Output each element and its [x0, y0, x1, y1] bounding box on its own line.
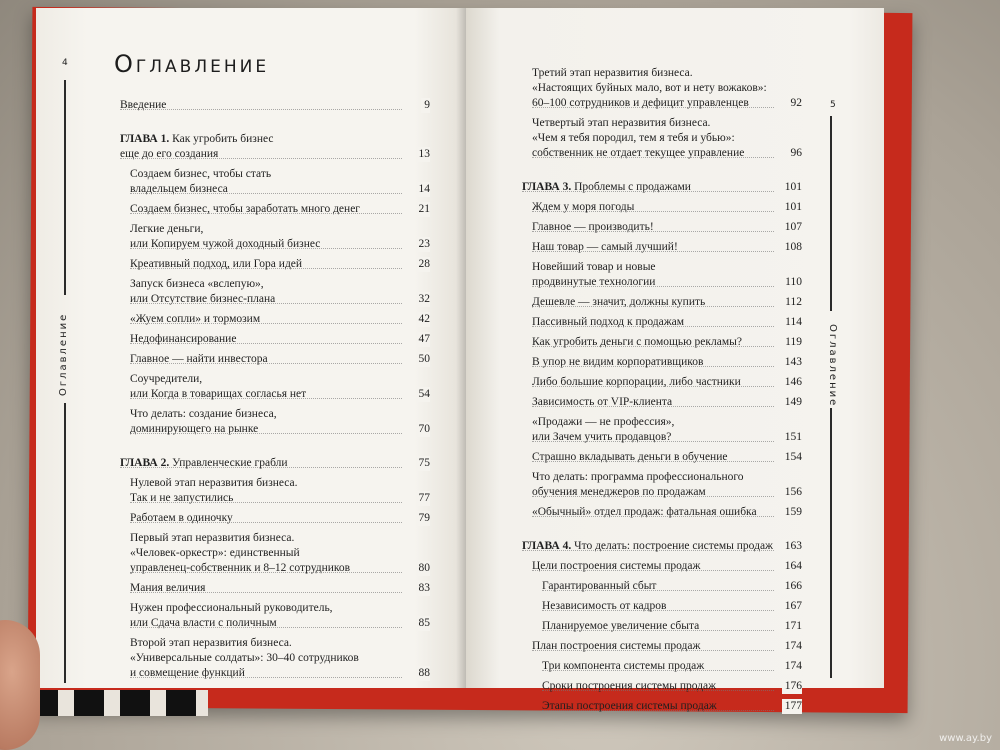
page-ref: 23: [416, 237, 431, 252]
dot-leader: [542, 670, 774, 671]
page-title: Оглавление: [114, 50, 270, 78]
toc-entry: [542, 659, 802, 674]
page-ref: 96: [788, 146, 803, 161]
entry-line: Работаем в одиночку: [130, 512, 233, 524]
entry-line: Недофинансирование: [130, 333, 237, 345]
dot-leader: [522, 191, 774, 192]
page-ref: 54: [416, 387, 431, 402]
entry-line: Пассивный подход к продажам: [532, 316, 685, 328]
toc-entry: [130, 372, 430, 402]
toc-entry: [542, 579, 802, 594]
page-ref: 92: [788, 96, 803, 111]
entry-line: Что делать: программа профессионального: [532, 471, 744, 483]
dot-leader: [542, 590, 774, 591]
dot-leader: [130, 522, 402, 523]
dot-leader: [532, 157, 774, 158]
entry-line: собственник не отдает текущее управление: [532, 147, 745, 159]
page-ref: 164: [782, 559, 802, 574]
entry-line: Создаем бизнес, чтобы стать: [130, 168, 272, 180]
page-ref: 13: [416, 147, 431, 162]
page-ref: 174: [782, 659, 802, 674]
entry-line: обучения менеджеров по продажам: [532, 486, 706, 498]
page-ref: 101: [782, 200, 802, 215]
page-ref: 101: [782, 180, 802, 195]
page-ref: 151: [782, 430, 802, 445]
entry-line: Создаем бизнес, чтобы заработать много денег: [130, 203, 361, 215]
dot-leader: [532, 441, 774, 442]
dot-leader: [532, 107, 774, 108]
toc-entry: [130, 277, 430, 307]
toc-entry: [130, 332, 430, 347]
toc-entry: [542, 619, 802, 634]
dot-leader: [532, 251, 774, 252]
toc-entry: [532, 335, 802, 350]
toc-entry: [130, 257, 430, 272]
entry-line: Сроки построения системы продаж: [542, 680, 717, 692]
dot-leader: [130, 502, 402, 503]
dot-leader: [120, 109, 402, 110]
entry-line: Ждем у моря погоды: [532, 201, 635, 213]
entry-line: Как угробить деньги с помощью рекламы?: [532, 336, 742, 348]
page-ref: 50: [416, 352, 431, 367]
entry-line: «Чем я тебя породил, тем я тебя и убью»:: [532, 132, 735, 144]
toc-entry: [542, 699, 802, 714]
toc-entry: [532, 470, 802, 500]
thumb: [0, 620, 40, 750]
page-ref: 77: [416, 491, 431, 506]
page-ref: 119: [782, 335, 802, 350]
entry-line: Нулевой этап неразвития бизнеса.: [130, 477, 298, 489]
page-ref: 21: [416, 202, 431, 217]
entry-line: Наш товар — самый лучший!: [532, 241, 678, 253]
dot-leader: [130, 363, 402, 364]
dot-leader: [532, 461, 774, 462]
entry-line: или Когда в товарищах согласья нет: [130, 388, 307, 400]
entry-line: продвинутые технологии: [532, 276, 656, 288]
entry-line: или Зачем учить продавцов?: [532, 431, 672, 443]
page-ref: 32: [416, 292, 431, 307]
entry-line: и совмещение функций: [130, 667, 245, 679]
dot-leader: [130, 343, 402, 344]
entry-line: План построения системы продаж: [532, 640, 701, 652]
page-ref: 42: [416, 312, 431, 327]
entry-line: или Копируем чужой доходный бизнес: [130, 238, 321, 250]
toc-entry: [130, 636, 430, 681]
entry-line: Этапы построения системы продаж: [542, 700, 717, 712]
page-ref: 171: [782, 619, 802, 634]
entry-line: Страшно вкладывать деньги в обучение: [532, 451, 728, 463]
page-ref: 114: [782, 315, 802, 330]
entry-line: Первый этап неразвития бизнеса.: [130, 532, 295, 544]
dot-leader: [532, 326, 774, 327]
toc-entry: [532, 355, 802, 370]
dot-leader: [130, 398, 402, 399]
dot-leader: [130, 248, 402, 249]
entry-line: В упор не видим корпоративщиков: [532, 356, 704, 368]
dot-leader: [532, 650, 774, 651]
left-page: [36, 8, 467, 688]
chapter-label: ГЛАВА 3.: [522, 181, 572, 193]
entry-line: ГЛАВА 4. Что делать: построение системы продаж: [522, 540, 773, 552]
entry-line: «Продажи — не профессия»,: [532, 416, 675, 428]
watermark: www.ay.by: [939, 733, 992, 744]
dot-leader: [542, 710, 774, 711]
page-ref: 156: [782, 485, 802, 500]
dot-leader: [120, 467, 402, 468]
entry-line: Главное — производить!: [532, 221, 654, 233]
dot-leader: [532, 231, 774, 232]
toc-entry: [130, 312, 430, 327]
page-ref: 176: [782, 679, 802, 694]
entry-line: владельцем бизнеса: [130, 183, 228, 195]
entry-line: «Настоящих буйных мало, вот и нету вожаков»:: [532, 82, 767, 94]
dot-leader: [522, 550, 774, 551]
page-ref: 110: [782, 275, 802, 290]
toc-entry: [130, 222, 430, 252]
dot-leader: [130, 627, 402, 628]
toc-entry: [532, 315, 802, 330]
entry-line: «Универсальные солдаты»: 30–40 сотрудников: [130, 652, 359, 664]
entry-line: Цели построения системы продаж: [532, 560, 701, 572]
dot-leader: [130, 433, 402, 434]
page-ref: 83: [416, 581, 431, 596]
dot-leader: [130, 193, 402, 194]
toc-entry: [532, 415, 802, 445]
toc-entry: [130, 581, 430, 596]
toc-entry: [532, 505, 802, 520]
entry-line: ГЛАВА 1. Как угробить бизнес: [120, 133, 274, 145]
toc-entry: [130, 601, 430, 631]
side-rule-right-bottom: [830, 408, 832, 678]
entry-line: или Отсутствие бизнес-плана: [130, 293, 276, 305]
page-ref: 143: [782, 355, 802, 370]
page-ref: 14: [416, 182, 431, 197]
toc-entry: [532, 559, 802, 574]
page-ref: 149: [782, 395, 802, 410]
toc-entry: [532, 240, 802, 255]
dot-leader: [532, 366, 774, 367]
dot-leader: [130, 323, 402, 324]
chapter-label: ГЛАВА 2.: [120, 457, 170, 469]
page-ref: 85: [416, 616, 431, 631]
entry-line: Что делать: создание бизнеса,: [130, 408, 277, 420]
chapter-entry: [120, 132, 430, 162]
dot-leader: [130, 268, 402, 269]
left-page-number: 4: [62, 58, 68, 68]
dot-leader: [130, 677, 402, 678]
toc-entry: [532, 66, 802, 111]
dot-leader: [532, 570, 774, 571]
toc-entry: [130, 511, 430, 526]
dot-leader: [130, 572, 402, 573]
entry-line: Четвертый этап неразвития бизнеса.: [532, 117, 711, 129]
page-ref: 75: [416, 456, 431, 471]
toc-entry: [130, 407, 430, 437]
entry-line: Дешевле — значит, должны купить: [532, 296, 706, 308]
dot-leader: [532, 306, 774, 307]
right-page: [466, 8, 884, 712]
entry-line: или Сдача власти с поличным: [130, 617, 277, 629]
side-label-left: Оглавление: [58, 312, 69, 396]
right-page-number: 5: [830, 100, 836, 110]
toc-entry: [532, 375, 802, 390]
page-ref: 107: [782, 220, 802, 235]
dot-leader: [532, 496, 774, 497]
page-ref: 47: [416, 332, 431, 347]
page-ref: 167: [782, 599, 802, 614]
page-ref: 146: [782, 375, 802, 390]
entry-line: Соучредители,: [130, 373, 203, 385]
toc-entry: [130, 531, 430, 576]
toc-entry: [532, 220, 802, 235]
dot-leader: [130, 303, 402, 304]
toc-entry: [532, 200, 802, 215]
entry-line: Планируемое увеличение сбыта: [542, 620, 700, 632]
entry-line: «Жуем сопли» и тормозим: [130, 313, 261, 325]
entry-line: Запуск бизнеса «вслепую»,: [130, 278, 264, 290]
dot-leader: [532, 346, 774, 347]
toc-right: [522, 66, 802, 712]
side-rule-bottom: [64, 403, 66, 683]
cover-stripes: [28, 690, 208, 716]
page-ref: 88: [416, 666, 431, 681]
dot-leader: [542, 610, 774, 611]
toc-entry: [532, 639, 802, 654]
page-ref: 166: [782, 579, 802, 594]
page-ref: 80: [416, 561, 431, 576]
side-rule-right-top: [830, 116, 832, 311]
dot-leader: [130, 592, 402, 593]
dot-leader: [532, 386, 774, 387]
toc-entry: [130, 202, 430, 217]
toc-entry: [532, 450, 802, 465]
chapter-entry: [522, 180, 802, 195]
entry-line: ГЛАВА 2. Управленческие грабли: [120, 457, 288, 469]
entry-line: Новейший товар и новые: [532, 261, 656, 273]
dot-leader: [532, 516, 774, 517]
page-ref: 70: [416, 422, 431, 437]
entry-line: Второй этап неразвития бизнеса.: [130, 637, 292, 649]
toc-entry: [532, 260, 802, 290]
entry-line: Введение: [120, 99, 167, 111]
dot-leader: [532, 211, 774, 212]
chapter-label: ГЛАВА 1.: [120, 133, 170, 145]
dot-leader: [532, 286, 774, 287]
toc-entry: [130, 167, 430, 197]
entry-line: Главное — найти инвестора: [130, 353, 268, 365]
chapter-entry: [522, 539, 802, 554]
entry-line: 60–100 сотрудников и дефицит управленцев: [532, 97, 749, 109]
entry-line: еще до его создания: [120, 148, 219, 160]
chapter-entry: [120, 456, 430, 471]
page-ref: 177: [782, 699, 802, 714]
entry-line: «Обычный» отдел продаж: фатальная ошибка: [532, 506, 757, 518]
page-ref: 163: [782, 539, 802, 554]
toc-entry: [532, 395, 802, 410]
entry-line: доминирующего на рынке: [130, 423, 259, 435]
chapter-label: ГЛАВА 4.: [522, 540, 572, 552]
toc-entry: [542, 679, 802, 694]
toc-entry: [130, 476, 430, 506]
dot-leader: [130, 213, 402, 214]
page-ref: 159: [782, 505, 802, 520]
side-rule-top: [64, 80, 66, 295]
page-ref: 108: [782, 240, 802, 255]
dot-leader: [542, 690, 774, 691]
entry-line: Мания величия: [130, 582, 206, 594]
entry-line: Легкие деньги,: [130, 223, 204, 235]
toc-entry: [532, 116, 802, 161]
dot-leader: [532, 406, 774, 407]
entry-line: Креативный подход, или Гора идей: [130, 258, 303, 270]
page-ref: 28: [416, 257, 431, 272]
toc-entry: [120, 98, 430, 113]
entry-line: Независимость от кадров: [542, 600, 667, 612]
dot-leader: [542, 630, 774, 631]
entry-line: ГЛАВА 3. Проблемы с продажами: [522, 181, 691, 193]
entry-line: «Человек-оркестр»: единственный: [130, 547, 300, 559]
toc-entry: [130, 352, 430, 367]
entry-line: Нужен профессиональный руководитель,: [130, 602, 333, 614]
entry-line: Либо большие корпорации, либо частники: [532, 376, 741, 388]
entry-line: Третий этап неразвития бизнеса.: [532, 67, 693, 79]
entry-line: Зависимость от VIP-клиента: [532, 396, 673, 408]
toc-left: [120, 98, 430, 688]
page-ref: 112: [782, 295, 802, 310]
dot-leader: [120, 158, 402, 159]
page-ref: 79: [416, 511, 431, 526]
page-ref: 9: [421, 98, 430, 113]
entry-line: управленец-собственник и 8–12 сотрудников: [130, 562, 351, 574]
toc-entry: [542, 599, 802, 614]
side-label-right: Оглавление: [827, 324, 838, 408]
entry-line: Три компонента системы продаж: [542, 660, 705, 672]
page-ref: 154: [782, 450, 802, 465]
toc-entry: [532, 295, 802, 310]
entry-line: Гарантированный сбыт: [542, 580, 657, 592]
entry-line: Так и не запустились: [130, 492, 234, 504]
page-ref: 174: [782, 639, 802, 654]
